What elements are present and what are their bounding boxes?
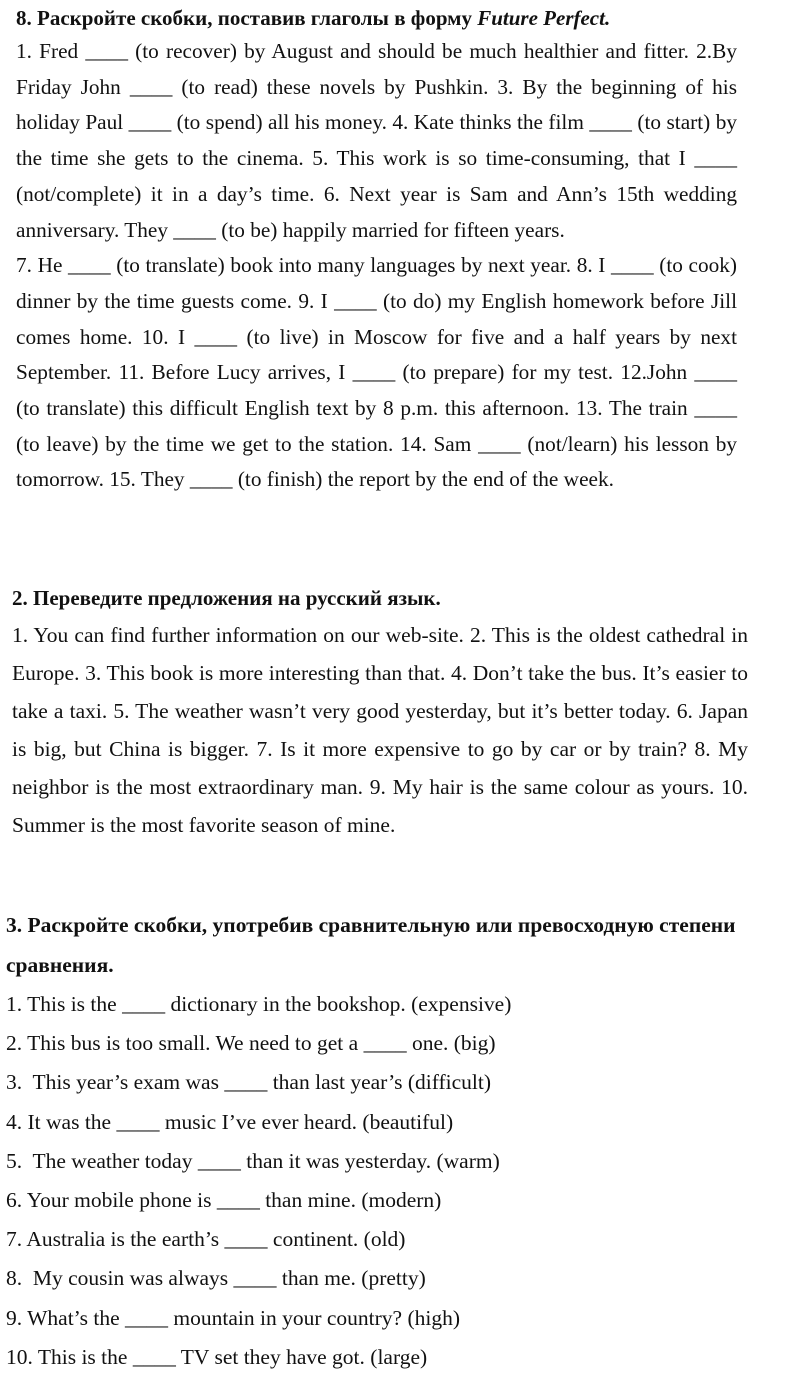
item-text: 5. The weather today ____ than it was yesterday. (warm) bbox=[6, 1148, 500, 1173]
exercise-item bbox=[6, 1299, 765, 1338]
exercise-translate bbox=[0, 582, 785, 844]
exercise-item bbox=[6, 1024, 765, 1063]
exercise-heading: 2. Переведите предложения на русский язык. bbox=[12, 586, 441, 610]
exercise-item bbox=[6, 985, 765, 1024]
item-text: 4. It was the ____ music I’ve ever heard. (beautiful) bbox=[6, 1109, 454, 1134]
item-text: 7. Australia is the earth’s ____ continent. (old) bbox=[6, 1227, 406, 1252]
exercise-item bbox=[6, 1338, 765, 1377]
exercise-heading: 3. Раскройте скобки, употребив сравнительную или превосходную степени сравнения. bbox=[6, 913, 736, 977]
item-text: 3. This year’s exam was ____ than last year’s (difficult) bbox=[6, 1070, 492, 1095]
exercise-item bbox=[6, 1259, 765, 1298]
exercise-comparison bbox=[0, 905, 785, 1377]
item-text: 9. What’s the ____ mountain in your country? (high) bbox=[6, 1305, 461, 1330]
exercise-paragraph: 1. You can find further information on our web-site. 2. This is the oldest cathedral in Europe. 3. This book is more interesting than that. 4. Don’t take the bus. It’s easier to take a taxi. 5. The weather wasn’t very good yesterday, but it’s better today. 6. Japan is big, but China is bigger. 7. Is it more expensive to go by car or by train? 8. My neighbor is the most extraordinary man. 9. My hair is the same colour as yours. 10. Summer is the most favorite season of mine. bbox=[12, 623, 748, 837]
item-text: 1. This is the ____ dictionary in the bookshop. (expensive) bbox=[6, 992, 512, 1016]
exercise-item bbox=[6, 1103, 765, 1142]
item-text: 6. Your mobile phone is ____ than mine. (modern) bbox=[6, 1188, 442, 1213]
exercise-item bbox=[6, 1142, 765, 1181]
exercise-future-perfect bbox=[0, 2, 785, 498]
heading-emphasis: Future Perfect. bbox=[477, 6, 611, 30]
item-text: 10. This is the ____ TV set they have got. (large) bbox=[6, 1344, 428, 1369]
exercise-item bbox=[6, 1220, 765, 1259]
exercise-paragraph: 7. He ____ (to translate) book into many languages by next year. 8. I ____ (to cook) dinner by the time guests come. 9. I ____ (to do) my English homework before Jill comes home. 10. I ____ (to live) in Moscow for five and a half years by next September. 11. Before Lucy arrives, I ____ (to prepare) for my test. 12.John ____ (to translate) this difficult English text by 8 p.m. this afternoon. 13. The train ____ (to leave) by the time we get to the station. 14. Sam ____ (not/learn) his lesson by tomorrow. 15. They ____ (to finish) the report by the end of the week. bbox=[16, 253, 737, 492]
exercise-paragraph: 1. Fred ____ (to recover) by August and should be much healthier and fitter. 2.By Friday John ____ (to read) these novels by Pushkin. 3. By the beginning of his holiday Paul ____ (to spend) all his money. 4. Kate thinks the film ____ (to start) by the time she gets to the cinema. 5. This work is so time-consuming, that I ____ (not/complete) it in a day’s time. 6. Next year is Sam and Ann’s 15th wedding anniversary. They ____ (to be) happily married for fifteen years. bbox=[16, 39, 737, 242]
exercise-item bbox=[6, 1181, 765, 1220]
item-text: 2. This bus is too small. We need to get a ____ one. (big) bbox=[6, 1031, 496, 1056]
heading-text: 8. Раскройте скобки, поставив глаголы в форму bbox=[16, 6, 478, 30]
item-text: 8. My cousin was always ____ than me. (pretty) bbox=[6, 1266, 426, 1291]
exercise-heading bbox=[16, 2, 737, 34]
exercise-item bbox=[6, 1063, 765, 1102]
